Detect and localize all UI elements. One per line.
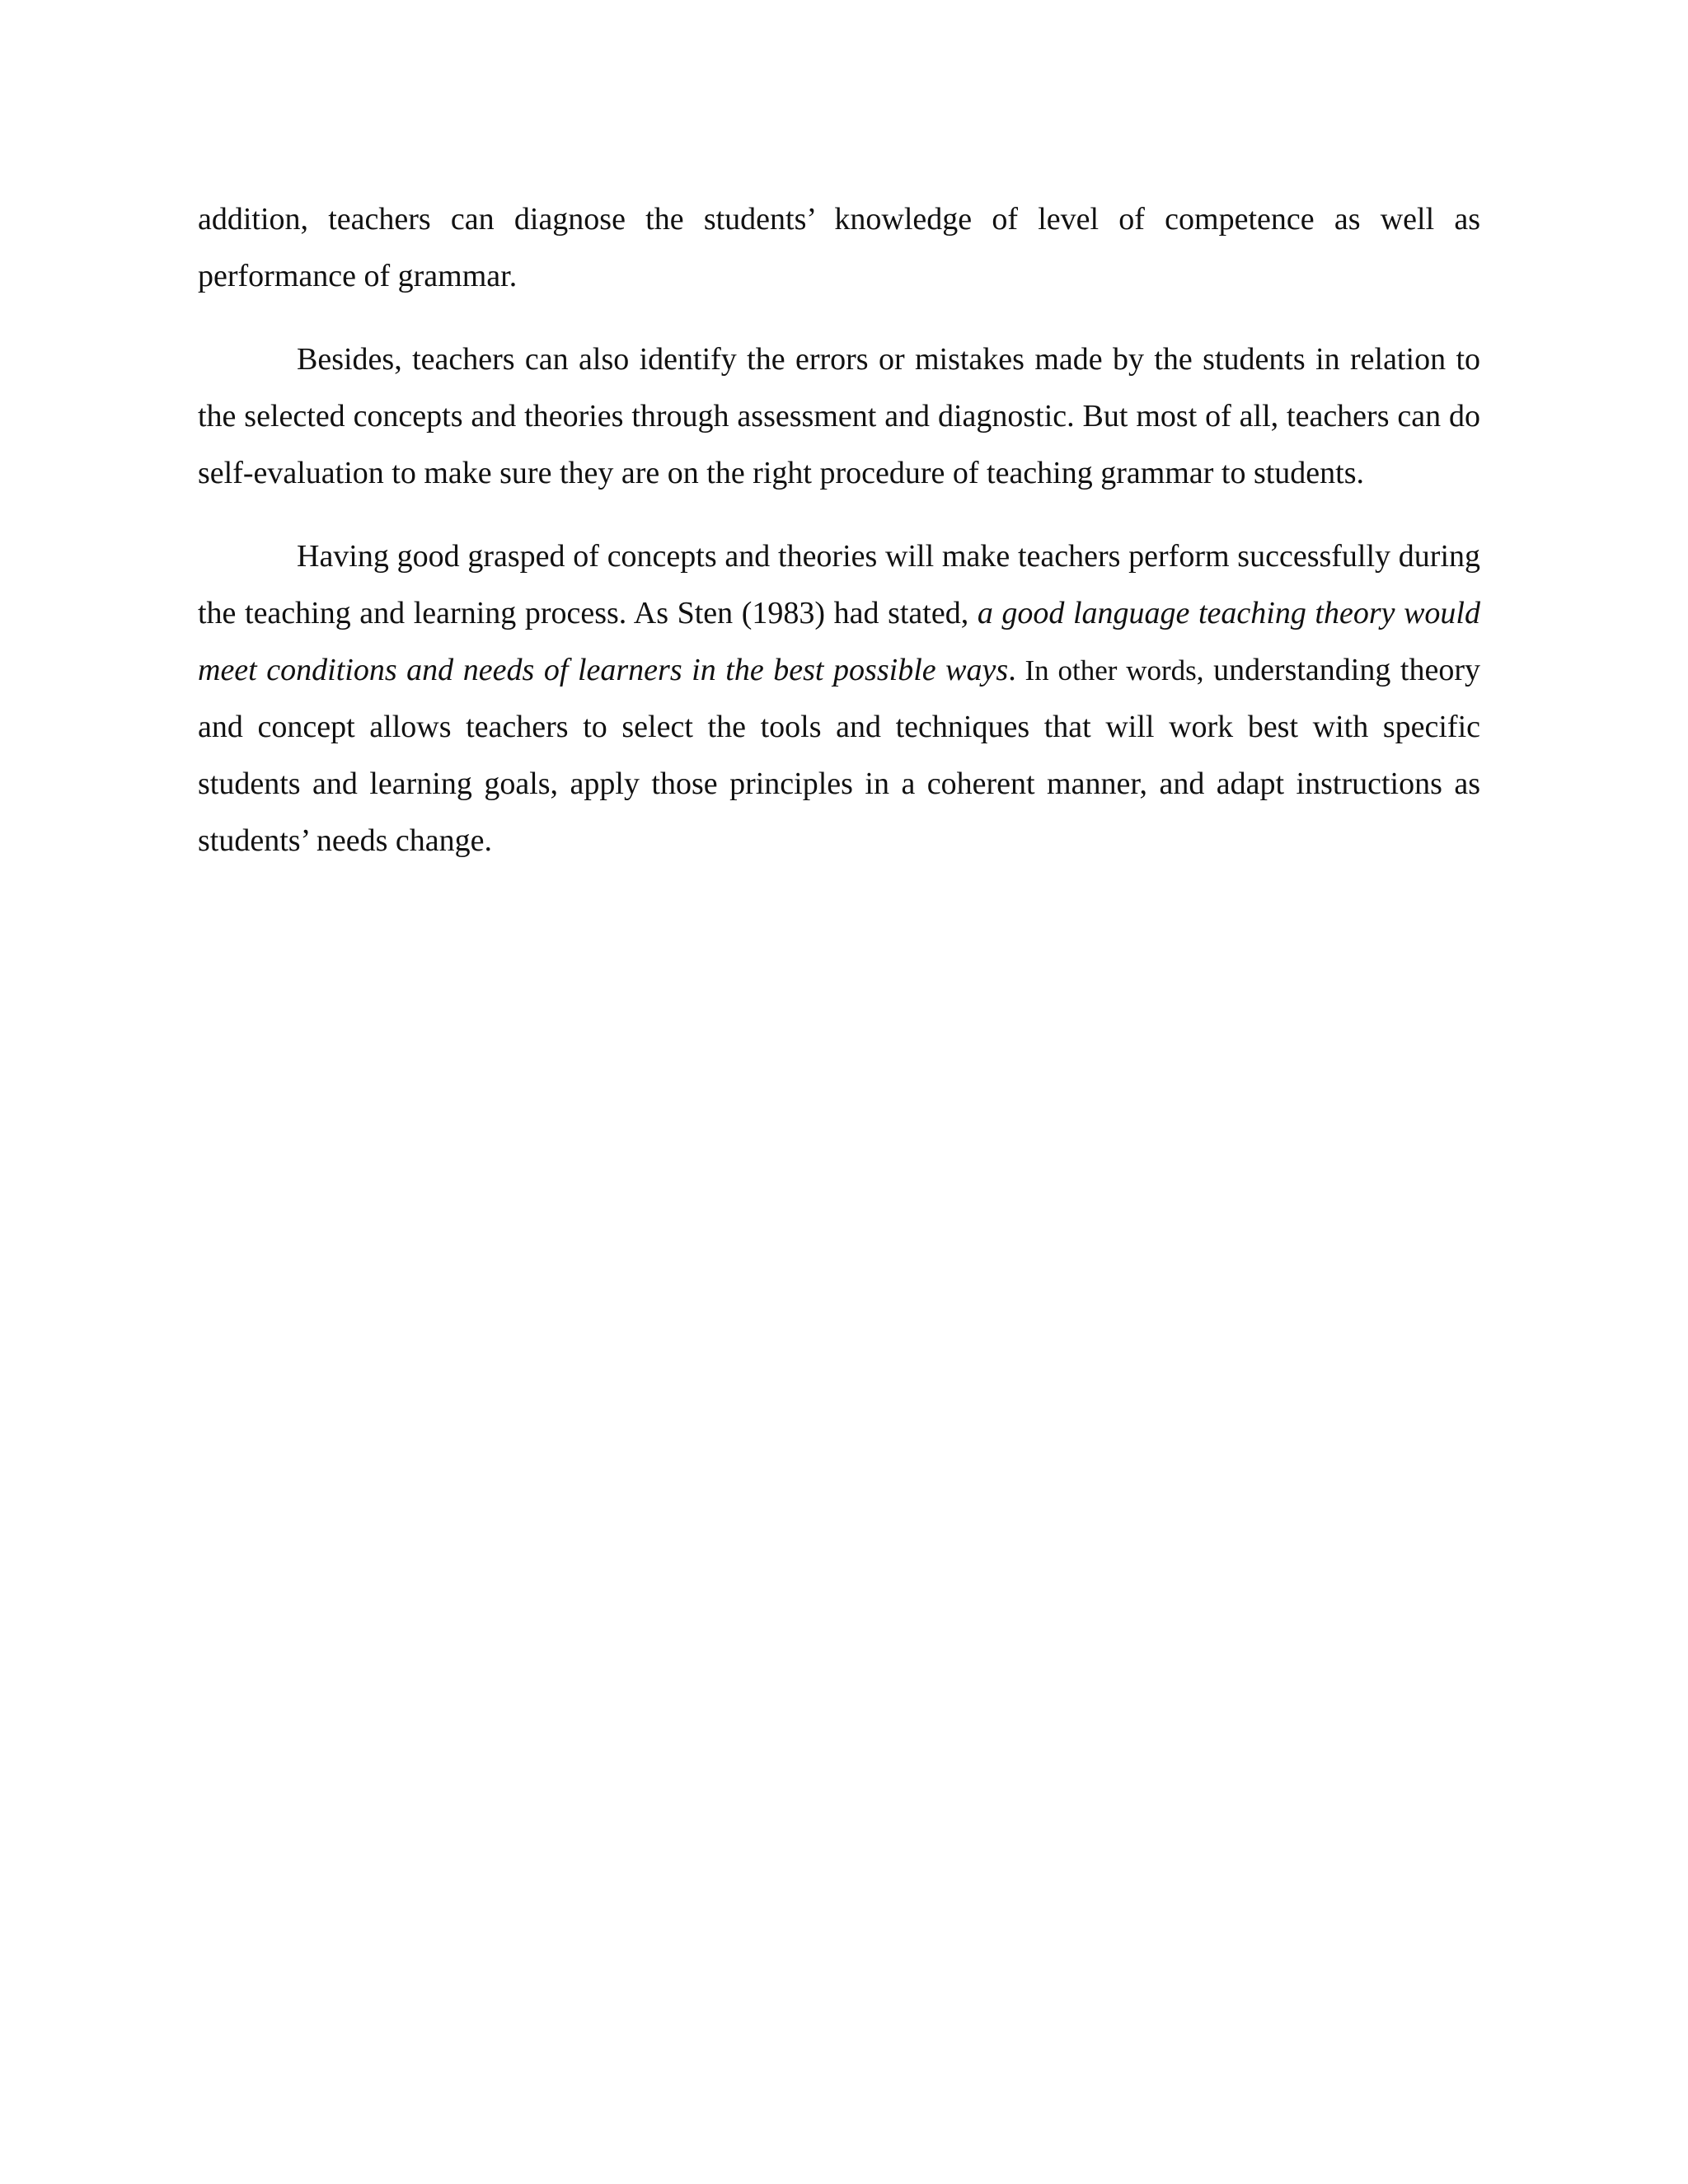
paragraph-3 [198,528,1480,869]
paragraph-3-continuation: understanding theory and concept allows teachers to select the tools and techniques that will work best with specific students and learning goals, apply those principles in a coherent manner, and adapt instructions as students’ needs change. [198,653,1480,858]
paragraph-1-text: addition, teachers can diagnose the students’ knowledge of level of competence as well as performance of grammar. [198,202,1480,293]
document-body [198,191,1480,896]
paragraph-2 [198,331,1480,502]
quote-period: . [1008,653,1016,687]
paragraph-2-text: Besides, teachers can also identify the errors or mistakes made by the students in relation to the selected concepts and theories through assessment and diagnostic. But most of all, teachers can do self-evaluation to make sure they are on the right procedure of teaching grammar to students. [198,342,1480,490]
paragraph-3-transition: In other words, [1015,654,1204,687]
paragraph-1 [198,191,1480,305]
quote-text: a good language teaching theory would meet conditions and needs of learners in the best possible ways [198,596,1480,687]
paragraph-3-text: Having good grasped of concepts and theories will make teachers perform successfully during the teaching and learning process. As Sten (1983) had stated, [198,539,1480,630]
